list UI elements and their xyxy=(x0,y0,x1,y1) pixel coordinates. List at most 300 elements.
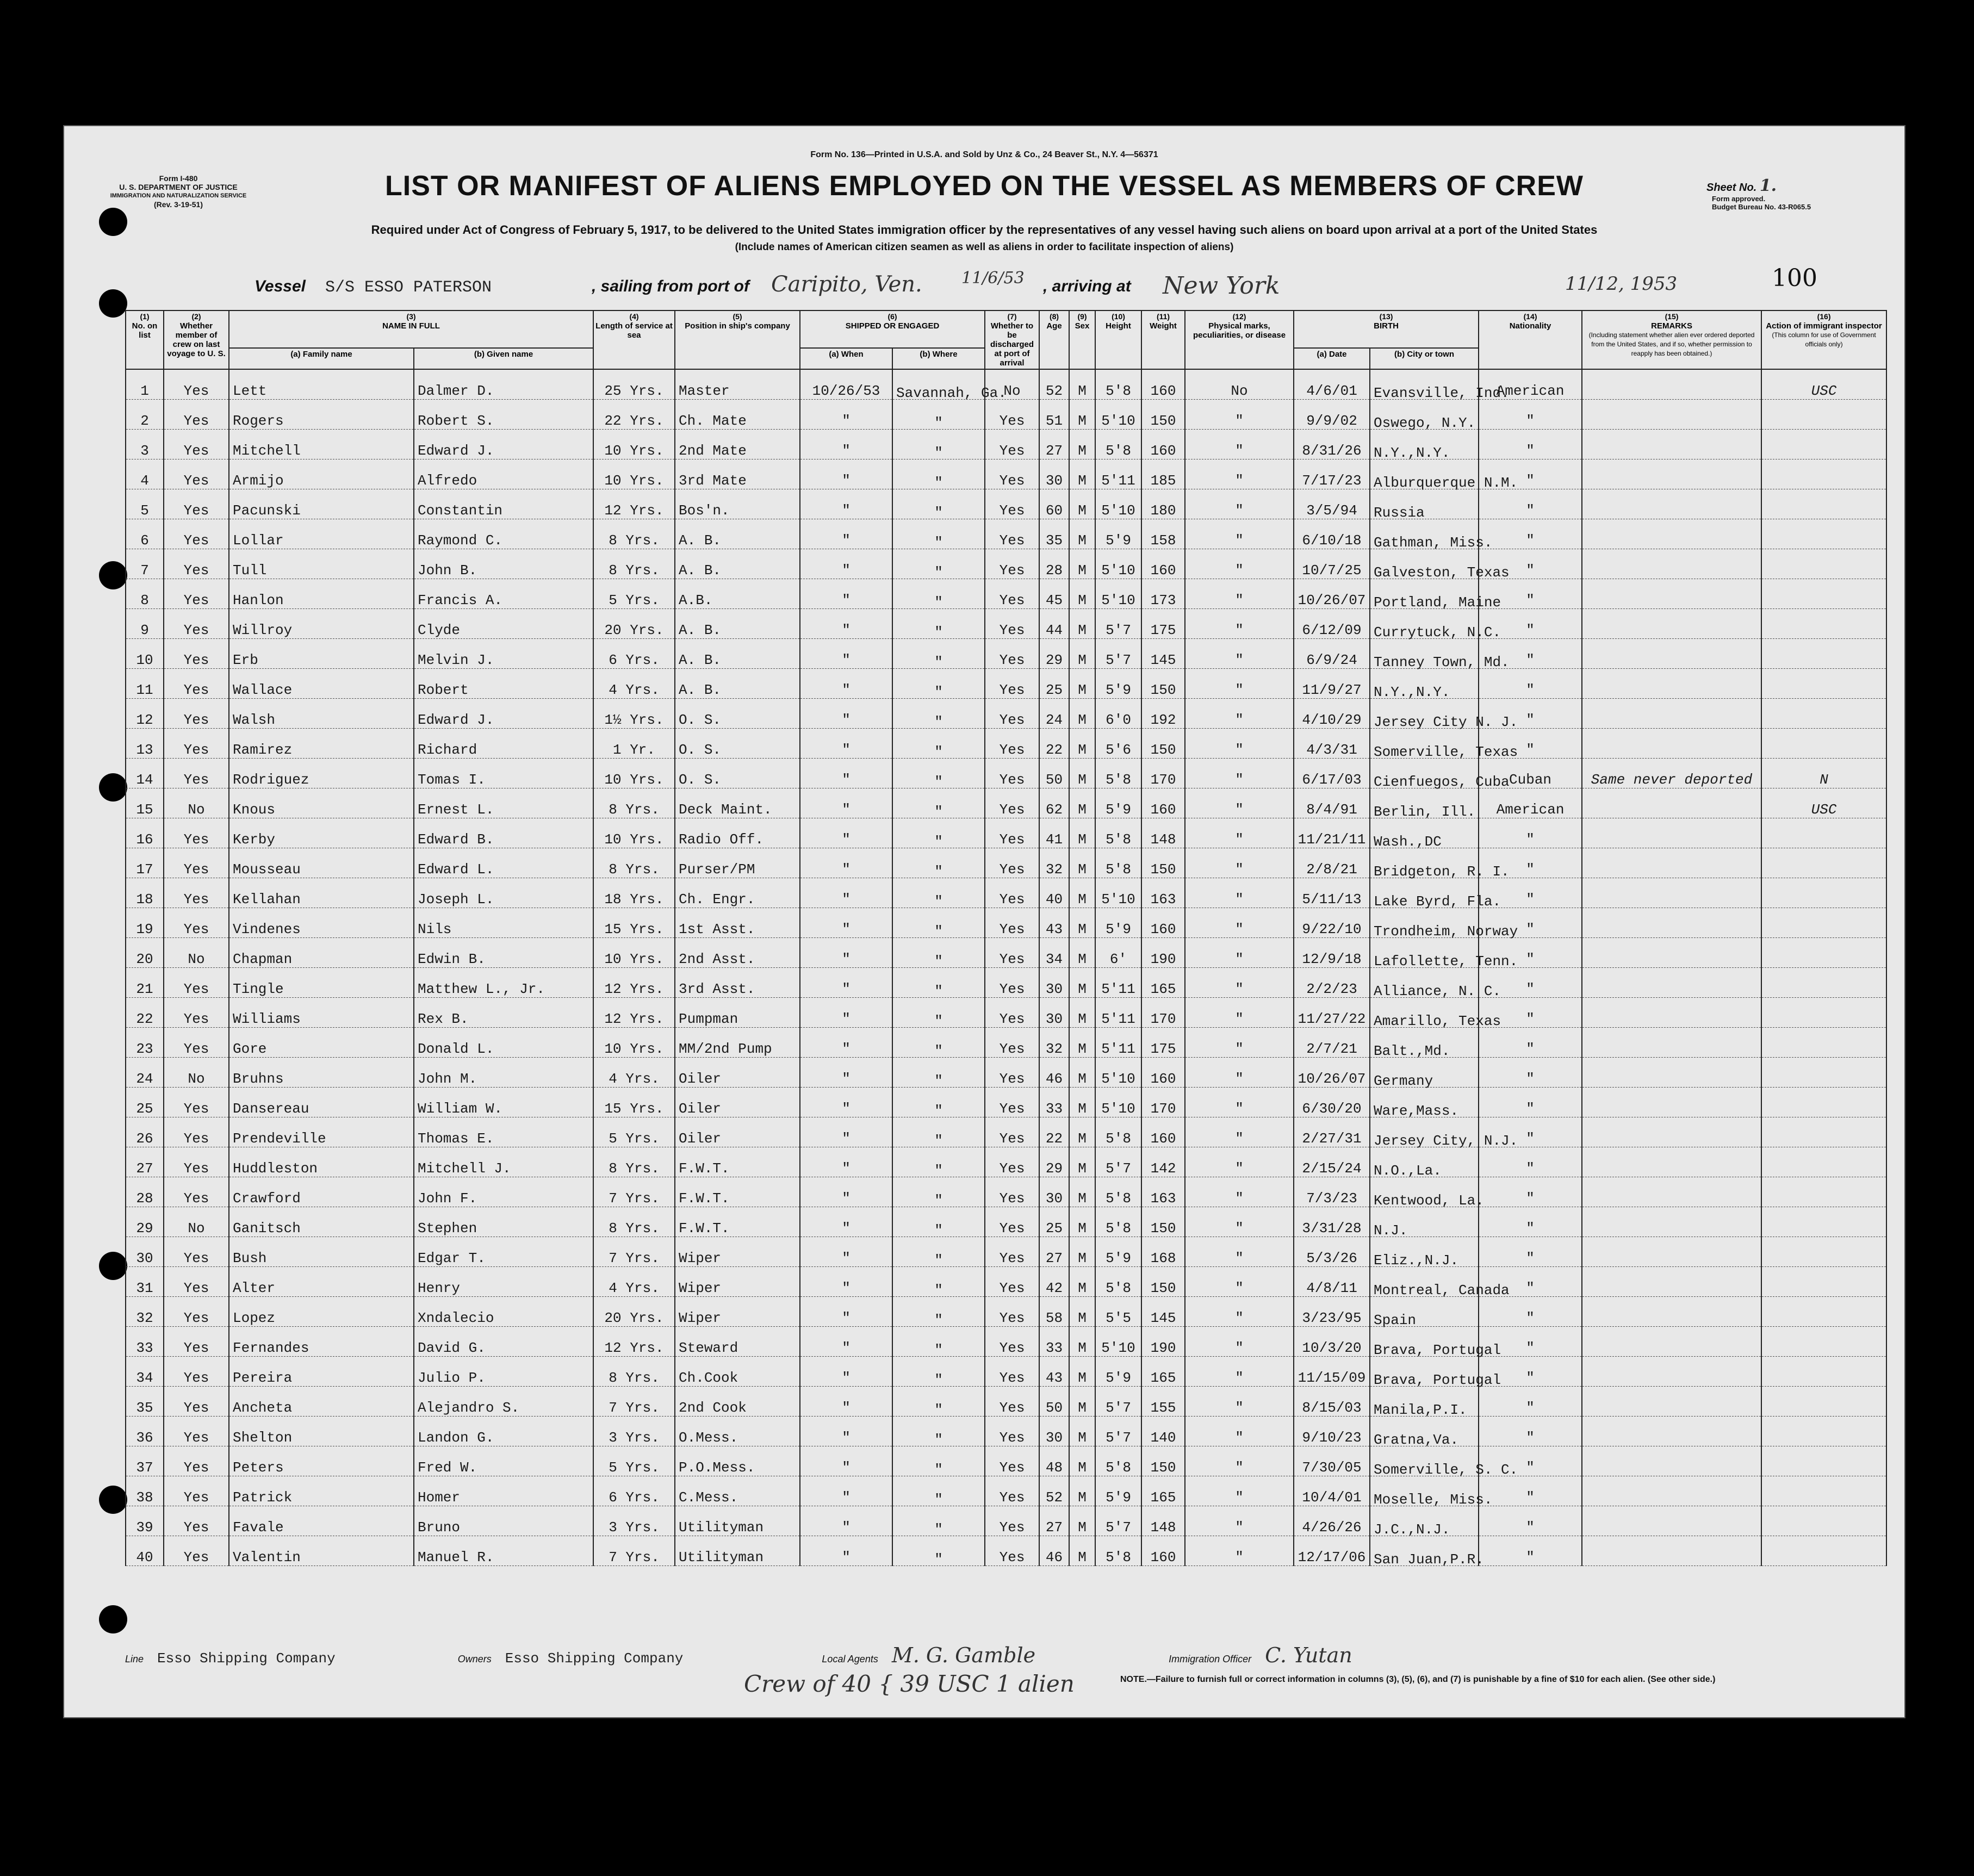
service-length: 6 Yrs. xyxy=(593,1476,675,1506)
shipped-when: " xyxy=(800,1387,892,1417)
family-name: Armijo xyxy=(229,459,414,489)
physical-marks: " xyxy=(1185,1387,1294,1417)
shipped-when: " xyxy=(800,1117,892,1147)
discharged: Yes xyxy=(985,579,1039,609)
col-birth-city: (b) City or town xyxy=(1370,348,1479,369)
member-last-voyage: Yes xyxy=(164,878,229,908)
age: 24 xyxy=(1039,699,1069,729)
shipped-when: " xyxy=(800,1417,892,1446)
nationality: " xyxy=(1479,1058,1582,1088)
row-number: 6 xyxy=(126,519,164,549)
row-number: 20 xyxy=(126,938,164,968)
birth-city: Brava, Portugal xyxy=(1370,1327,1479,1357)
position: A. B. xyxy=(675,639,800,669)
given-name: Bruno xyxy=(414,1506,593,1536)
service-length: 25 Yrs. xyxy=(593,369,675,400)
agents-label: Local Agents xyxy=(822,1654,878,1664)
remarks xyxy=(1582,908,1761,938)
position: O. S. xyxy=(675,729,800,759)
inspector-action xyxy=(1761,699,1886,729)
given-name: Clyde xyxy=(414,609,593,639)
birth-city: Moselle, Miss. xyxy=(1370,1476,1479,1506)
birth-date: 11/21/11 xyxy=(1294,818,1370,848)
birth-city: Eliz.,N.J. xyxy=(1370,1237,1479,1267)
col-physical: (12) Physical marks, peculiarities, or disease xyxy=(1185,310,1294,369)
physical-marks: " xyxy=(1185,1536,1294,1566)
weight: 140 xyxy=(1141,1417,1185,1446)
birth-city: Cienfuegos, Cuba xyxy=(1370,759,1479,788)
inspector-action xyxy=(1761,968,1886,998)
inspector-action xyxy=(1761,579,1886,609)
col-remarks: (15) REMARKS (Including statement whether alien ever ordered deported from the United States, and if so, whether permission to reapply has been obtained.) xyxy=(1582,310,1761,369)
table-row xyxy=(126,1476,1886,1506)
height: 5'9 xyxy=(1095,1476,1141,1506)
service-length: 10 Yrs. xyxy=(593,1028,675,1058)
weight: 185 xyxy=(1141,459,1185,489)
age: 30 xyxy=(1039,459,1069,489)
birth-date: 7/3/23 xyxy=(1294,1177,1370,1207)
physical-marks: " xyxy=(1185,1267,1294,1297)
table-row xyxy=(126,669,1886,699)
family-name: Lopez xyxy=(229,1297,414,1327)
inspector-action xyxy=(1761,1357,1886,1387)
inspector-action xyxy=(1761,549,1886,579)
physical-marks: " xyxy=(1185,459,1294,489)
physical-marks: " xyxy=(1185,519,1294,549)
position: Bos'n. xyxy=(675,489,800,519)
inspector-action xyxy=(1761,1327,1886,1357)
weight: 170 xyxy=(1141,998,1185,1028)
position: Master xyxy=(675,369,800,400)
inspector-action xyxy=(1761,639,1886,669)
member-last-voyage: Yes xyxy=(164,1177,229,1207)
nationality: " xyxy=(1479,998,1582,1028)
nationality: " xyxy=(1479,1207,1582,1237)
discharged: Yes xyxy=(985,1237,1039,1267)
sex: M xyxy=(1069,699,1095,729)
shipped-where: " xyxy=(892,1237,985,1267)
inspector-action xyxy=(1761,908,1886,938)
nationality: " xyxy=(1479,938,1582,968)
table-row xyxy=(126,519,1886,549)
sex: M xyxy=(1069,669,1095,699)
shipped-where: " xyxy=(892,1506,985,1536)
inspector-action xyxy=(1761,1117,1886,1147)
position: Ch. Mate xyxy=(675,400,800,430)
height: 5'10 xyxy=(1095,489,1141,519)
discharged: Yes xyxy=(985,1058,1039,1088)
birth-city: Galveston, Texas xyxy=(1370,549,1479,579)
discharged: Yes xyxy=(985,1357,1039,1387)
row-number: 5 xyxy=(126,489,164,519)
arrival-date: 11/12, 1953 xyxy=(1565,273,1678,295)
nationality: " xyxy=(1479,1417,1582,1446)
col-length: (4) Length of service at sea xyxy=(593,310,675,369)
family-name: Peters xyxy=(229,1446,414,1476)
family-name: Bruhns xyxy=(229,1058,414,1088)
height: 5'5 xyxy=(1095,1297,1141,1327)
shipped-where: " xyxy=(892,1088,985,1117)
inspector-action xyxy=(1761,1387,1886,1417)
row-number: 7 xyxy=(126,549,164,579)
birth-date: 10/26/07 xyxy=(1294,579,1370,609)
birth-city: Amarillo, Texas xyxy=(1370,998,1479,1028)
sex: M xyxy=(1069,998,1095,1028)
shipped-when: " xyxy=(800,1267,892,1297)
family-name: Rogers xyxy=(229,400,414,430)
height: 5'8 xyxy=(1095,1177,1141,1207)
shipped-when: " xyxy=(800,1058,892,1088)
table-row xyxy=(126,998,1886,1028)
position: Utilityman xyxy=(675,1536,800,1566)
height: 5'9 xyxy=(1095,1237,1141,1267)
remarks xyxy=(1582,579,1761,609)
remarks xyxy=(1582,609,1761,639)
inspector-action xyxy=(1761,878,1886,908)
service-length: 4 Yrs. xyxy=(593,1267,675,1297)
birth-date: 2/27/31 xyxy=(1294,1117,1370,1147)
discharged: Yes xyxy=(985,1117,1039,1147)
family-name: Lollar xyxy=(229,519,414,549)
member-last-voyage: Yes xyxy=(164,1506,229,1536)
remarks xyxy=(1582,788,1761,818)
position: 2nd Mate xyxy=(675,430,800,459)
weight: 148 xyxy=(1141,1506,1185,1536)
remarks xyxy=(1582,1237,1761,1267)
service-length: 4 Yrs. xyxy=(593,1058,675,1088)
service-length: 8 Yrs. xyxy=(593,549,675,579)
nationality: " xyxy=(1479,430,1582,459)
table-row xyxy=(126,968,1886,998)
inspector-action xyxy=(1761,669,1886,699)
physical-marks: " xyxy=(1185,549,1294,579)
shipped-where: " xyxy=(892,848,985,878)
birth-city: Jersey City, N.J. xyxy=(1370,1117,1479,1147)
weight: 170 xyxy=(1141,1088,1185,1117)
height: 5'7 xyxy=(1095,639,1141,669)
physical-marks: " xyxy=(1185,1207,1294,1237)
birth-city: Ware,Mass. xyxy=(1370,1088,1479,1117)
nationality: " xyxy=(1479,639,1582,669)
nationality: " xyxy=(1479,1088,1582,1117)
table-row xyxy=(126,1327,1886,1357)
table-row xyxy=(126,369,1886,400)
shipped-where: " xyxy=(892,459,985,489)
nationality: " xyxy=(1479,549,1582,579)
nationality: " xyxy=(1479,729,1582,759)
height: 5'7 xyxy=(1095,1387,1141,1417)
sailing-port: Caripito, Ven. xyxy=(771,272,922,297)
given-name: Raymond C. xyxy=(414,519,593,549)
shipped-where: " xyxy=(892,1357,985,1387)
birth-city: Evansville, Ind. xyxy=(1370,369,1479,400)
nationality: " xyxy=(1479,818,1582,848)
service-length: 8 Yrs. xyxy=(593,1207,675,1237)
remarks xyxy=(1582,1387,1761,1417)
discharged: Yes xyxy=(985,1506,1039,1536)
age: 22 xyxy=(1039,1117,1069,1147)
row-number: 17 xyxy=(126,848,164,878)
height: 5'10 xyxy=(1095,1327,1141,1357)
position: Wiper xyxy=(675,1297,800,1327)
required-statement: Required under Act of Congress of February 5, 1917, to be delivered to the United States immigration officer by the representatives of any vessel having such aliens on board upon arrival at a port of the United States xyxy=(371,223,1598,237)
member-last-voyage: Yes xyxy=(164,1476,229,1506)
sex: M xyxy=(1069,968,1095,998)
row-number: 2 xyxy=(126,400,164,430)
inspector-action xyxy=(1761,1237,1886,1267)
shipped-where: " xyxy=(892,489,985,519)
member-last-voyage: Yes xyxy=(164,1088,229,1117)
table-row xyxy=(126,549,1886,579)
shipped-when: " xyxy=(800,729,892,759)
inspector-action xyxy=(1761,1536,1886,1566)
weight: 145 xyxy=(1141,639,1185,669)
service-length: 10 Yrs. xyxy=(593,759,675,788)
include-statement: (Include names of American citizen seamen as well as aliens in order to facilitate inspection of aliens) xyxy=(735,241,1234,253)
given-name: Ernest L. xyxy=(414,788,593,818)
inspector-action xyxy=(1761,459,1886,489)
family-name: Pacunski xyxy=(229,489,414,519)
family-name: Lett xyxy=(229,369,414,400)
member-last-voyage: Yes xyxy=(164,400,229,430)
table-row xyxy=(126,878,1886,908)
remarks xyxy=(1582,459,1761,489)
age: 43 xyxy=(1039,1357,1069,1387)
shipped-when: " xyxy=(800,1177,892,1207)
remarks xyxy=(1582,938,1761,968)
height: 6' xyxy=(1095,938,1141,968)
weight: 190 xyxy=(1141,938,1185,968)
birth-date: 6/9/24 xyxy=(1294,639,1370,669)
birth-city: Oswego, N.Y. xyxy=(1370,400,1479,430)
sex: M xyxy=(1069,788,1095,818)
member-last-voyage: Yes xyxy=(164,848,229,878)
weight: 180 xyxy=(1141,489,1185,519)
member-last-voyage: Yes xyxy=(164,579,229,609)
service-length: 5 Yrs. xyxy=(593,1446,675,1476)
physical-marks: " xyxy=(1185,1088,1294,1117)
height: 5'9 xyxy=(1095,669,1141,699)
row-number: 9 xyxy=(126,609,164,639)
member-last-voyage: Yes xyxy=(164,519,229,549)
age: 40 xyxy=(1039,878,1069,908)
birth-city: N.Y.,N.Y. xyxy=(1370,669,1479,699)
member-last-voyage: No xyxy=(164,938,229,968)
family-name: Prendeville xyxy=(229,1117,414,1147)
service-length: 15 Yrs. xyxy=(593,908,675,938)
remarks xyxy=(1582,1446,1761,1476)
discharged: Yes xyxy=(985,998,1039,1028)
position: 1st Asst. xyxy=(675,908,800,938)
revision: (Rev. 3-19-51) xyxy=(153,200,203,209)
shipped-when: " xyxy=(800,1536,892,1566)
given-name: Edward B. xyxy=(414,818,593,848)
inspector-action xyxy=(1761,1267,1886,1297)
age: 29 xyxy=(1039,639,1069,669)
family-name: Wallace xyxy=(229,669,414,699)
member-last-voyage: Yes xyxy=(164,998,229,1028)
sailing-date: 11/6/53 xyxy=(961,269,1025,288)
shipped-when: " xyxy=(800,759,892,788)
height: 5'11 xyxy=(1095,459,1141,489)
weight: 160 xyxy=(1141,1536,1185,1566)
remarks xyxy=(1582,1088,1761,1117)
birth-city: Portland, Maine xyxy=(1370,579,1479,609)
stamp-number: 100 xyxy=(1772,264,1817,292)
position: Deck Maint. xyxy=(675,788,800,818)
physical-marks: " xyxy=(1185,788,1294,818)
table-row xyxy=(126,1446,1886,1476)
physical-marks: " xyxy=(1185,1297,1294,1327)
discharged: Yes xyxy=(985,430,1039,459)
given-name: Henry xyxy=(414,1267,593,1297)
row-number: 32 xyxy=(126,1297,164,1327)
sex: M xyxy=(1069,1147,1095,1177)
sheet-value: 1. xyxy=(1759,176,1777,195)
nationality: " xyxy=(1479,878,1582,908)
birth-date: 9/22/10 xyxy=(1294,908,1370,938)
height: 5'9 xyxy=(1095,788,1141,818)
weight: 158 xyxy=(1141,519,1185,549)
member-last-voyage: Yes xyxy=(164,699,229,729)
col-given: (b) Given name xyxy=(414,348,593,369)
member-last-voyage: Yes xyxy=(164,968,229,998)
service-length: 12 Yrs. xyxy=(593,998,675,1028)
age: 50 xyxy=(1039,759,1069,788)
remarks xyxy=(1582,848,1761,878)
birth-city: Trondheim, Norway xyxy=(1370,908,1479,938)
member-last-voyage: Yes xyxy=(164,609,229,639)
row-number: 21 xyxy=(126,968,164,998)
shipped-when: " xyxy=(800,1506,892,1536)
physical-marks: " xyxy=(1185,1327,1294,1357)
discharged: Yes xyxy=(985,759,1039,788)
inspector-action xyxy=(1761,998,1886,1028)
table-row xyxy=(126,430,1886,459)
member-last-voyage: Yes xyxy=(164,1446,229,1476)
remarks xyxy=(1582,729,1761,759)
service-length: 7 Yrs. xyxy=(593,1177,675,1207)
inspector-action xyxy=(1761,729,1886,759)
row-number: 15 xyxy=(126,788,164,818)
col-name: (3) NAME IN FULL xyxy=(229,310,593,348)
nationality: " xyxy=(1479,1506,1582,1536)
row-number: 30 xyxy=(126,1237,164,1267)
table-row xyxy=(126,699,1886,729)
height: 5'9 xyxy=(1095,908,1141,938)
family-name: Ramirez xyxy=(229,729,414,759)
shipped-when: " xyxy=(800,848,892,878)
age: 50 xyxy=(1039,1387,1069,1417)
remarks xyxy=(1582,1536,1761,1566)
shipped-where: " xyxy=(892,1536,985,1566)
position: Oiler xyxy=(675,1058,800,1088)
sex: M xyxy=(1069,549,1095,579)
physical-marks: " xyxy=(1185,579,1294,609)
weight: 150 xyxy=(1141,848,1185,878)
sex: M xyxy=(1069,1506,1095,1536)
remarks: Same never deported xyxy=(1582,759,1761,788)
nationality: " xyxy=(1479,489,1582,519)
member-last-voyage: Yes xyxy=(164,459,229,489)
sex: M xyxy=(1069,759,1095,788)
table-header xyxy=(126,310,1886,369)
table-row xyxy=(126,729,1886,759)
given-name: Homer xyxy=(414,1476,593,1506)
age: 25 xyxy=(1039,1207,1069,1237)
birth-date: 6/12/09 xyxy=(1294,609,1370,639)
discharged: Yes xyxy=(985,400,1039,430)
inspector-action xyxy=(1761,1446,1886,1476)
row-number: 25 xyxy=(126,1088,164,1117)
height: 5'8 xyxy=(1095,1207,1141,1237)
remarks xyxy=(1582,489,1761,519)
age: 27 xyxy=(1039,1237,1069,1267)
table-row xyxy=(126,788,1886,818)
table-row xyxy=(126,459,1886,489)
position: A.B. xyxy=(675,579,800,609)
nationality: " xyxy=(1479,400,1582,430)
physical-marks: " xyxy=(1185,1058,1294,1088)
physical-marks: " xyxy=(1185,1357,1294,1387)
weight: 150 xyxy=(1141,400,1185,430)
height: 5'7 xyxy=(1095,1147,1141,1177)
birth-date: 12/9/18 xyxy=(1294,938,1370,968)
sex: M xyxy=(1069,1117,1095,1147)
nationality: " xyxy=(1479,1147,1582,1177)
row-number: 13 xyxy=(126,729,164,759)
shipped-when: " xyxy=(800,519,892,549)
age: 52 xyxy=(1039,1476,1069,1506)
given-name: David G. xyxy=(414,1327,593,1357)
sex: M xyxy=(1069,430,1095,459)
birth-date: 7/17/23 xyxy=(1294,459,1370,489)
row-number: 22 xyxy=(126,998,164,1028)
line-label: Line xyxy=(125,1654,144,1664)
birth-date: 4/26/26 xyxy=(1294,1506,1370,1536)
inspector-action xyxy=(1761,1297,1886,1327)
given-name: Manuel R. xyxy=(414,1536,593,1566)
punch-hole xyxy=(99,561,127,589)
height: 5'7 xyxy=(1095,1417,1141,1446)
row-number: 34 xyxy=(126,1357,164,1387)
family-name: Kellahan xyxy=(229,878,414,908)
line-value: Esso Shipping Company xyxy=(157,1650,336,1667)
row-number: 31 xyxy=(126,1267,164,1297)
nationality: " xyxy=(1479,669,1582,699)
service-length: 1½ Yrs. xyxy=(593,699,675,729)
birth-city: Tanney Town, Md. xyxy=(1370,639,1479,669)
shipped-when: " xyxy=(800,430,892,459)
member-last-voyage: Yes xyxy=(164,1117,229,1147)
table-row xyxy=(126,848,1886,878)
weight: 150 xyxy=(1141,1446,1185,1476)
birth-date: 8/15/03 xyxy=(1294,1387,1370,1417)
sex: M xyxy=(1069,1536,1095,1566)
remarks xyxy=(1582,430,1761,459)
nationality: Cuban xyxy=(1479,759,1582,788)
physical-marks: " xyxy=(1185,400,1294,430)
table-row xyxy=(126,1387,1886,1417)
shipped-when: " xyxy=(800,1237,892,1267)
inspector-action xyxy=(1761,1058,1886,1088)
height: 5'9 xyxy=(1095,1357,1141,1387)
birth-date: 8/4/91 xyxy=(1294,788,1370,818)
service-length: 12 Yrs. xyxy=(593,1327,675,1357)
shipped-when: " xyxy=(800,938,892,968)
position: A. B. xyxy=(675,669,800,699)
birth-city: Gratna,Va. xyxy=(1370,1417,1479,1446)
